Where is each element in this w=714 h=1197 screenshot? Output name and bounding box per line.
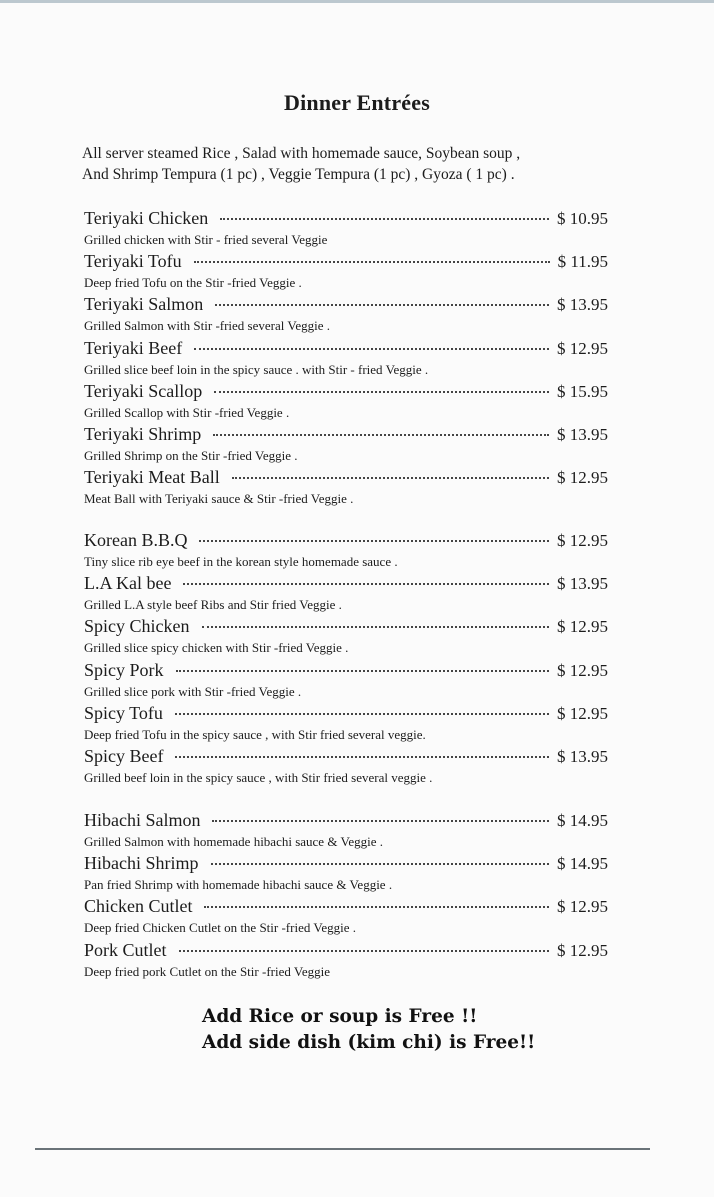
dot-leader [232, 476, 549, 479]
menu-item [84, 294, 608, 337]
item-name: Chicken Cutlet [84, 896, 193, 917]
dot-leader [175, 755, 549, 758]
item-description: Tiny slice rib eye beef in the korean style homemade sauce . [84, 554, 398, 569]
promo-line: Add Rice or soup is Free !! [202, 1006, 478, 1027]
item-description: Grilled Scallop with Stir -fried Veggie . [84, 404, 290, 420]
menu-item [84, 467, 608, 510]
dot-leader [199, 539, 549, 542]
dot-leader [213, 433, 549, 436]
menu-item [84, 208, 608, 251]
menu-item [84, 573, 608, 616]
menu-item [84, 251, 608, 294]
item-name: Korean B.B.Q [84, 530, 188, 550]
item-price: $ 10.95 [557, 209, 608, 228]
promo-note [202, 1004, 535, 1056]
item-price: $ 11.95 [557, 252, 608, 272]
menu-item [84, 896, 608, 939]
menu-item [84, 940, 608, 983]
item-name: Spicy Beef [84, 745, 164, 766]
item-name: Teriyaki Salmon [84, 294, 204, 315]
menu-item [84, 746, 608, 789]
intro-line: All server steamed Rice , Salad with homemade sauce, Soybean soup , [82, 145, 521, 162]
item-name: Teriyaki Chicken [84, 208, 209, 228]
item-price: $ 12.95 [557, 703, 608, 723]
item-name: Teriyaki Scallop [84, 380, 203, 401]
dot-leader [194, 347, 549, 350]
dot-leader [175, 712, 549, 715]
menu-item [84, 381, 608, 424]
menu-item [84, 424, 608, 467]
item-price: $ 14.95 [557, 811, 608, 830]
dot-leader [214, 390, 549, 393]
item-description: Grilled slice beef loin in the spicy sauce . with Stir - fried Veggie . [84, 361, 429, 377]
menu-item [84, 616, 608, 659]
promo-line: Add side dish (kim chi) is Free!! [202, 1032, 536, 1053]
item-name: Teriyaki Tofu [84, 251, 182, 272]
item-name: Teriyaki Meat Ball [84, 467, 220, 488]
item-description: Pan fried Shrimp with homemade hibachi sauce & Veggie . [84, 877, 393, 893]
item-price: $ 13.95 [557, 295, 608, 315]
item-price: $ 12.95 [557, 660, 608, 680]
hibachi-cutlet-section [84, 810, 608, 983]
bottom-rule [35, 1148, 650, 1150]
dot-leader [220, 217, 549, 220]
korean-spicy-section [84, 530, 608, 789]
teriyaki-section [84, 208, 608, 510]
item-description: Deep fried Tofu in the spicy sauce , with Stir fried several veggie. [84, 726, 426, 742]
dot-leader [212, 819, 549, 822]
item-name: Spicy Pork [84, 659, 164, 680]
item-name: Teriyaki Beef [84, 337, 183, 358]
page-title: Dinner Entrées [284, 90, 430, 115]
item-name: Teriyaki Shrimp [84, 423, 202, 444]
menu-item [84, 853, 608, 896]
menu-item [84, 660, 608, 703]
menu-item [84, 338, 608, 381]
item-name: Pork Cutlet [84, 939, 167, 960]
item-price: $ 13.95 [557, 746, 608, 766]
item-price: $ 12.95 [557, 897, 608, 917]
dot-leader [215, 303, 549, 306]
item-price: $ 12.95 [557, 531, 608, 550]
item-description: Grilled slice spicy chicken with Stir -fried Veggie . [84, 640, 349, 656]
dot-leader [179, 949, 549, 952]
item-description: Grilled beef loin in the spicy sauce , with Stir fried several veggie . [84, 769, 433, 785]
item-price: $ 12.95 [557, 338, 608, 358]
intro-line: And Shrimp Tempura (1 pc) , Veggie Tempura (1 pc) , Gyoza ( 1 pc) . [82, 166, 515, 183]
item-price: $ 12.95 [557, 940, 608, 960]
dot-leader [202, 625, 550, 628]
item-description: Grilled Salmon with Stir -fried several Veggie . [84, 318, 330, 334]
item-price: $ 13.95 [557, 574, 608, 594]
item-price: $ 13.95 [557, 424, 608, 444]
item-description: Grilled chicken with Stir - fried several Veggie [84, 232, 328, 247]
dot-leader [194, 260, 550, 263]
dot-leader [183, 582, 549, 585]
item-description: Grilled slice pork with Stir -fried Veggie . [84, 683, 302, 699]
item-description: Grilled L.A style beef Ribs and Stir fried Veggie . [84, 597, 342, 613]
item-name: Hibachi Shrimp [84, 853, 199, 874]
intro-text [82, 143, 642, 185]
item-name: Spicy Chicken [84, 616, 190, 637]
menu-item [84, 530, 608, 573]
top-border [0, 0, 714, 3]
dot-leader [211, 862, 550, 865]
item-description: Grilled Salmon with homemade hibachi sauce & Veggie . [84, 834, 384, 849]
item-price: $ 15.95 [557, 381, 608, 401]
item-description: Deep fried Chicken Cutlet on the Stir -fried Veggie . [84, 920, 356, 936]
menu-item [84, 810, 608, 853]
item-price: $ 14.95 [557, 854, 608, 874]
item-price: $ 12.95 [557, 617, 608, 637]
item-description: Deep fried pork Cutlet on the Stir -fried Veggie [84, 963, 330, 979]
item-name: Spicy Tofu [84, 702, 163, 723]
dot-leader [204, 905, 549, 908]
item-description: Meat Ball with Teriyaki sauce & Stir -fried Veggie . [84, 491, 354, 507]
item-description: Grilled Shrimp on the Stir -fried Veggie . [84, 447, 298, 463]
item-name: Hibachi Salmon [84, 810, 201, 830]
item-description: Deep fried Tofu on the Stir -fried Veggie . [84, 275, 302, 291]
item-name: L.A Kal bee [84, 573, 172, 594]
dot-leader [176, 669, 549, 672]
menu-item [84, 703, 608, 746]
item-price: $ 12.95 [557, 468, 608, 488]
